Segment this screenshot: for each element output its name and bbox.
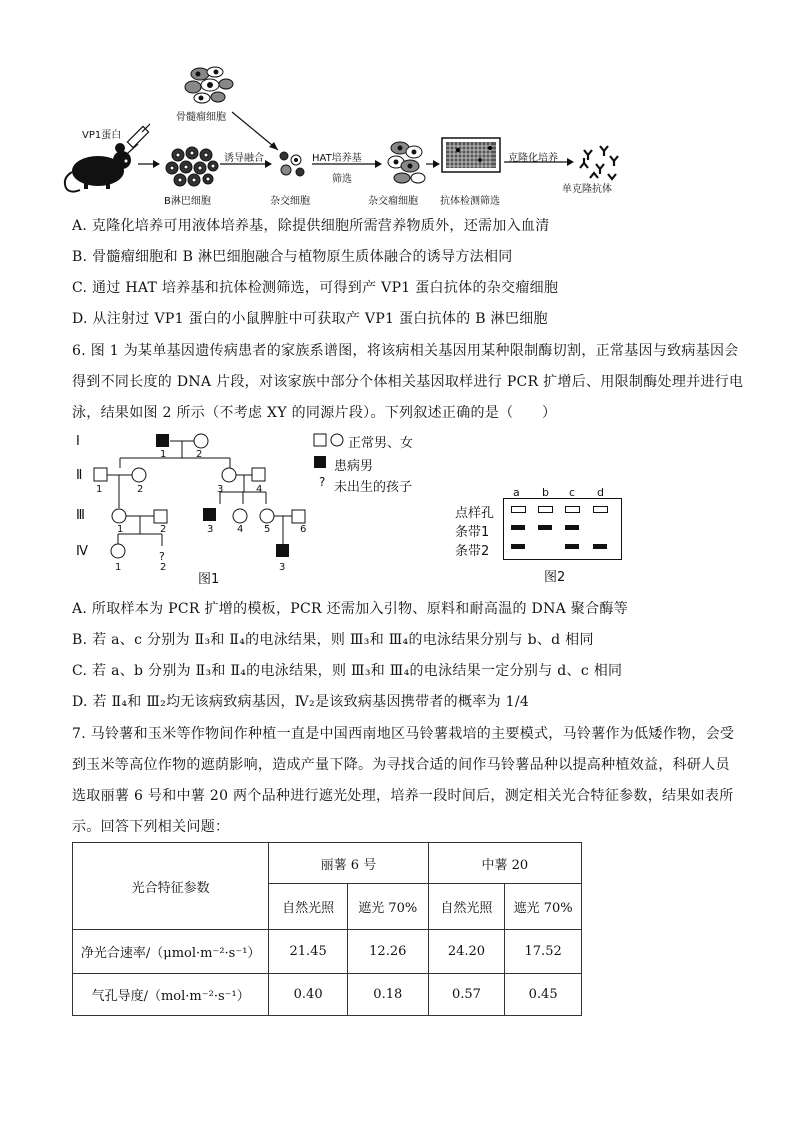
gel-well (565, 506, 580, 513)
unborn-child-mark: ? (159, 550, 165, 563)
legend-normal-male-icon (314, 434, 326, 446)
gel-band-2 (565, 544, 579, 549)
q6-option-a: A. 所取样本为 PCR 扩增的模板，PCR 还需加入引物、原料和耐高温的 DNA 聚合酶等 (72, 601, 628, 617)
hybrid-cells-icon (280, 152, 304, 176)
gen-iii: Ⅲ (76, 508, 85, 523)
gen-iv: Ⅳ (76, 544, 88, 559)
label-hybridoma: 杂交瘤细胞 (368, 196, 418, 207)
table-cell: 24.20 (428, 930, 505, 974)
pedigree-ii4 (252, 468, 265, 481)
mouse-icon (65, 143, 131, 192)
lane-a: a (513, 486, 520, 499)
pedigree-iii5 (260, 509, 274, 523)
pedigree-ii3 (222, 468, 236, 482)
num-ii4: 4 (256, 484, 263, 495)
myeloma-cells-icon (185, 67, 233, 103)
gel-band-1 (565, 525, 579, 530)
legend-affected-male-icon (314, 456, 326, 468)
q6-option-b: B. 若 a、c 分别为 Ⅱ₃和 Ⅱ₄的电泳结果，则 Ⅲ₃和 Ⅲ₄的电泳结果分别与 b、d 相同 (72, 632, 594, 648)
variety-lishu6: 丽薯 6 号 (269, 843, 428, 884)
table-cell: 0.45 (505, 974, 582, 1016)
label-hat: HAT培养基 (312, 153, 362, 164)
gel-band-2 (593, 544, 607, 549)
table-cell: 12.26 (347, 930, 428, 974)
lane-d: d (597, 486, 604, 499)
q7-stem-line-4: 示。回答下列相关问题： (72, 819, 230, 835)
label-vp1: VP1蛋白 (82, 130, 122, 141)
gen-ii: Ⅱ (76, 468, 83, 483)
row-well: 点样孔 (455, 506, 495, 521)
q5-option-c: C. 通过 HAT 培养基和抗体检测筛选，可得到产 VP1 蛋白抗体的杂交瘤细胞 (72, 280, 559, 296)
label-antibody-screen: 抗体检测筛选 (440, 196, 500, 207)
gel-band-1 (511, 525, 525, 530)
treatment-header: 自然光照 (269, 884, 348, 930)
num-iii6: 6 (300, 524, 307, 535)
q6-option-d: D. 若 Ⅱ₄和 Ⅲ₂均无该病致病基因，Ⅳ₂是该致病基因携带者的概率为 1/4 (72, 694, 530, 710)
q7-stem-line-1: 7. 马铃薯和玉米等作物间作种植一直是中国西南地区马铃薯栽培的主要模式，马铃薯作为低矮作物，会受 (72, 726, 735, 742)
num-iv2: 2 (160, 562, 167, 573)
photosynthesis-table (72, 842, 582, 1016)
pedigree-ii2 (132, 468, 146, 482)
pedigree-iii2 (154, 510, 167, 523)
antibody-icon (580, 146, 618, 179)
pedigree-i1 (156, 434, 169, 447)
q5-option-d: D. 从注射过 VP1 蛋白的小鼠脾脏中可获取产 VP1 蛋白抗体的 B 淋巴细胞 (72, 311, 548, 327)
num-ii3: 3 (217, 484, 224, 495)
q5-option-a: A. 克隆化培养可用液体培养基，除提供细胞所需营养物质外，还需加入血清 (72, 218, 550, 234)
fig1-caption: 图1 (198, 572, 220, 587)
legend-unborn-mark: ? (319, 475, 326, 489)
param-net-photosynthesis: 净光合速率/（μmol·m⁻²·s⁻¹） (73, 930, 269, 974)
q6-option-c: C. 若 a、b 分别为 Ⅱ₃和 Ⅱ₄的电泳结果，则 Ⅲ₃和 Ⅲ₄的电泳结果一定分别与 d、c 相同 (72, 663, 623, 679)
legend-affected-male: 患病男 (334, 459, 374, 474)
table-cell: 0.40 (269, 974, 348, 1016)
legend-normal: 正常男、女 (348, 436, 414, 451)
table-cell: 0.57 (428, 974, 505, 1016)
table-cell: 0.18 (347, 974, 428, 1016)
param-stomatal-conductance: 气孔导度/（mol·m⁻²·s⁻¹） (73, 974, 269, 1016)
treatment-header: 遮光 70% (505, 884, 582, 930)
num-iii5: 5 (264, 524, 271, 535)
pedigree-iii1 (112, 509, 126, 523)
pedigree-iii4 (233, 509, 247, 523)
legend-normal-female-icon (331, 434, 343, 446)
hybridoma-cells-icon (388, 142, 425, 183)
label-mab: 单克隆抗体 (562, 184, 612, 195)
q6-stem-line-1: 6. 图 1 为某单基因遗传病患者的家族系谱图，将该病相关基因用某种限制酶切割，正常基因与致病基因会 (72, 343, 739, 359)
pedigree-ii1 (94, 468, 107, 481)
fig2-caption: 图2 (544, 570, 566, 585)
gel-band-1 (538, 525, 552, 530)
row-band2: 条带2 (455, 544, 490, 559)
gel-well (593, 506, 608, 513)
table-cell: 17.52 (505, 930, 582, 974)
table-corner: 光合特征参数 (73, 843, 269, 930)
gen-i: Ⅰ (76, 434, 80, 449)
num-iii3: 3 (207, 524, 214, 535)
q7-stem-line-3: 选取丽薯 6 号和中薯 20 两个品种进行遮光处理，培养一段时间后，测定相关光合特征参数，结果如表所 (72, 788, 734, 804)
q6-stem-line-2: 得到不同长度的 DNA 片段，对该家族中部分个体相关基因取样进行 PCR 扩增后、用限制酶处理并进行电 (72, 374, 744, 390)
treatment-header: 遮光 70% (347, 884, 428, 930)
treatment-header: 自然光照 (428, 884, 505, 930)
pedigree-iv3 (276, 544, 289, 557)
q7-stem-line-2: 到玉米等高位作物的遮荫影响，造成产量下降。为寻找合适的间作马铃薯品种以提高种植效益，科研人员 (72, 757, 730, 773)
lane-b: b (542, 486, 549, 499)
num-iv1: 1 (115, 562, 122, 573)
num-i2: 2 (196, 449, 203, 460)
q6-stem-line-3: 泳，结果如图 2 所示（不考虑 XY 的同源片段）。下列叙述正确的是（ ） (72, 405, 557, 421)
lane-c: c (569, 486, 576, 499)
num-ii1: 1 (96, 484, 103, 495)
table-cell: 21.45 (269, 930, 348, 974)
label-myeloma: 骨髓瘤细胞 (176, 112, 226, 123)
screening-plate-icon (442, 138, 500, 172)
num-iii1: 1 (117, 524, 124, 535)
q5-option-b: B. 骨髓瘤细胞和 B 淋巴细胞融合与植物原生质体融合的诱导方法相同 (72, 249, 513, 265)
label-b-cell: B淋巴细胞 (164, 196, 211, 207)
num-iv3: 3 (279, 562, 286, 573)
num-ii2: 2 (137, 484, 144, 495)
num-iii4: 4 (237, 524, 244, 535)
row-band1: 条带1 (455, 525, 490, 540)
pedigree-iii3 (203, 508, 216, 521)
label-hybrid: 杂交细胞 (270, 196, 310, 207)
gel-well (511, 506, 526, 513)
num-i1: 1 (160, 449, 167, 460)
label-screen: 筛选 (332, 174, 352, 185)
pedigree-iv1 (111, 544, 125, 558)
gel-well (538, 506, 553, 513)
pedigree-i2 (194, 434, 208, 448)
gel-band-2 (511, 544, 525, 549)
variety-zhongshu20: 中薯 20 (428, 843, 581, 884)
pedigree-iii6 (292, 510, 305, 523)
label-induce-fusion: 诱导融合 (224, 153, 264, 164)
label-clone: 克隆化培养 (508, 153, 558, 164)
legend-unborn: 未出生的孩子 (334, 480, 413, 495)
num-iii2: 2 (160, 524, 167, 535)
b-cells-icon (166, 147, 218, 186)
